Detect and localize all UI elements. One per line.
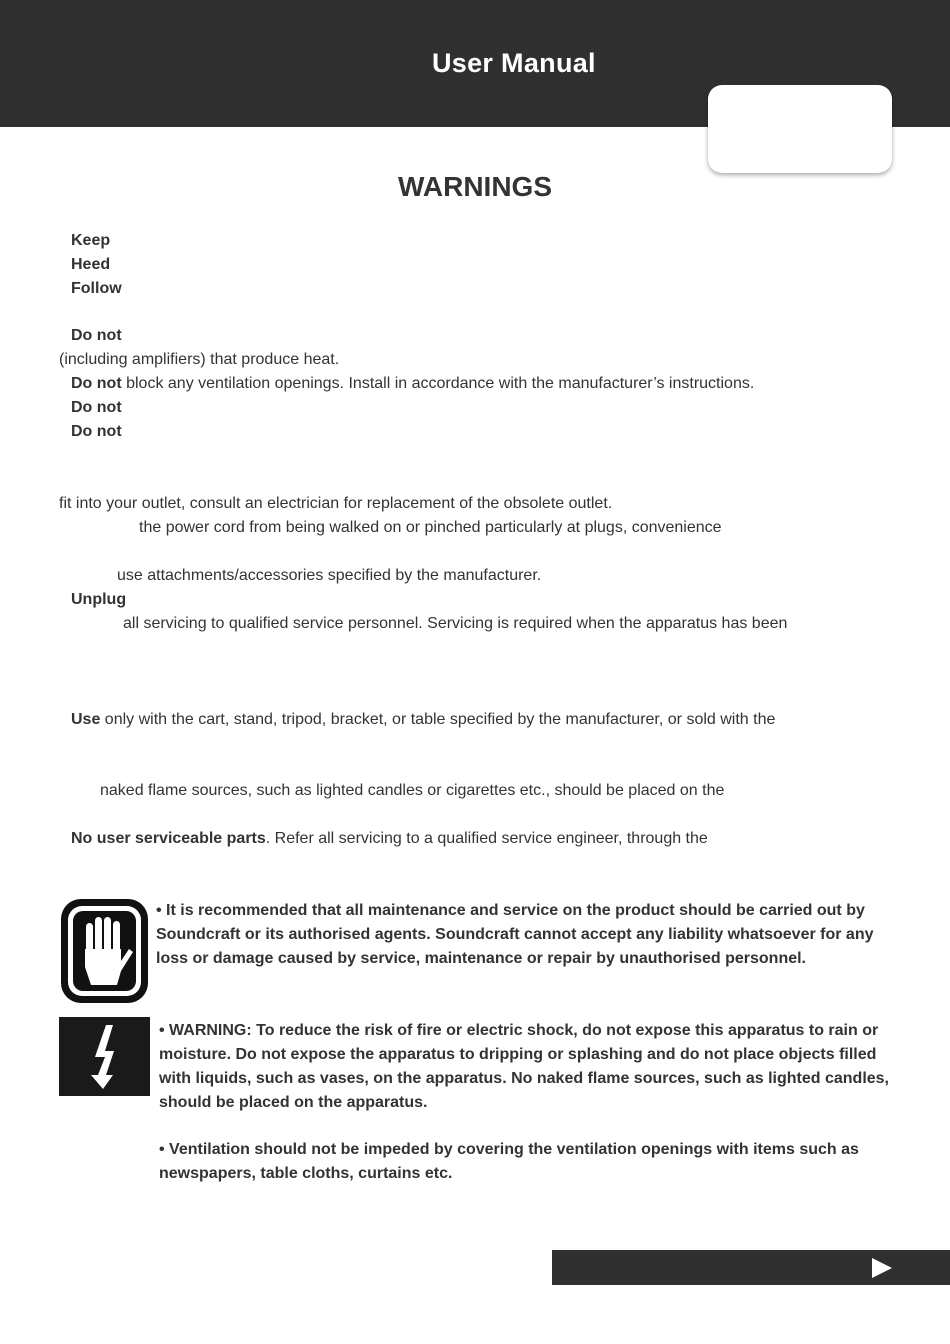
warning-flame: naked flame sources, such as lighted candles or cigarettes etc., should be placed on the — [100, 782, 725, 799]
warning-use — [71, 711, 775, 729]
lightning-bolt-icon — [59, 1017, 150, 1096]
warning-power-cord: the power cord from being walked on or pinched particularly at plugs, convenience — [139, 519, 722, 536]
warning-do-not-4-label: Do not — [71, 423, 122, 440]
warning-heed — [71, 256, 110, 274]
warning-keep-label: Keep — [71, 232, 111, 249]
maintenance-notice: • It is recommended that all maintenance and service on the product should be carried out by Soundcraft or its authorised agents. Soundcraft cannot accept any liability whatsoever for any loss or damage caused by service, maintenance or repair by unauthorised personnel. — [156, 902, 874, 967]
warning-outlet-tail: fit into your outlet, consult an electrician for replacement of the obsolete outlet. — [59, 495, 613, 512]
ventilation-notice: • Ventilation should not be impeded by covering the ventilation openings with items such as newspapers, table cloths, curtains etc. — [159, 1141, 859, 1182]
warning-do-not-3 — [71, 399, 122, 417]
warning-do-not-1 — [71, 327, 122, 345]
warning-servicing: all servicing to qualified service personnel. Servicing is required when the apparatus has been — [123, 615, 788, 632]
manual-title: User Manual — [432, 48, 596, 78]
warning-heat-tail: (including amplifiers) that produce heat. — [59, 351, 340, 368]
warning-do-not-3-label: Do not — [71, 399, 122, 416]
warning-attachments: use attachments/accessories specified by the manufacturer. — [117, 567, 542, 584]
shock-notice: • WARNING: To reduce the risk of fire or electric shock, do not expose this apparatus to rain or moisture. Do not expose the apparatus to dripping or splashing and do not place objects filled with liquids, such as vases, on the apparatus. No naked flame sources, such as lighted candles, should be placed on the apparatus. — [159, 1022, 889, 1111]
warning-use-label: Use — [71, 711, 101, 728]
hand-stop-icon — [59, 897, 150, 1005]
warning-no-user-parts-text: . Refer all servicing to a qualified service engineer, through the — [265, 830, 708, 847]
warning-follow-label: Follow — [71, 280, 122, 297]
warning-no-user-parts — [71, 830, 708, 848]
warning-ventilation — [71, 375, 754, 393]
header-tab — [708, 85, 892, 173]
warning-ventilation-text: block any ventilation openings. Install in accordance with the manufacturer’s instructions. — [121, 375, 755, 392]
warning-unplug-label: Unplug — [71, 591, 127, 608]
next-page-arrow-icon[interactable] — [872, 1258, 892, 1278]
warning-keep — [71, 232, 110, 250]
warning-do-not-4 — [71, 423, 122, 441]
warning-unplug — [71, 591, 126, 609]
warning-heed-label: Heed — [71, 256, 111, 273]
warning-do-not-1-label: Do not — [71, 327, 122, 344]
page-title: WARNINGS — [398, 171, 552, 202]
warning-follow — [71, 280, 122, 298]
warning-no-user-parts-label: No user serviceable parts — [71, 830, 266, 847]
warning-use-text: only with the cart, stand, tripod, bracket, or table specified by the manufacturer, or sold with the — [100, 711, 776, 728]
warning-do-not-2-label: Do not — [71, 375, 122, 392]
